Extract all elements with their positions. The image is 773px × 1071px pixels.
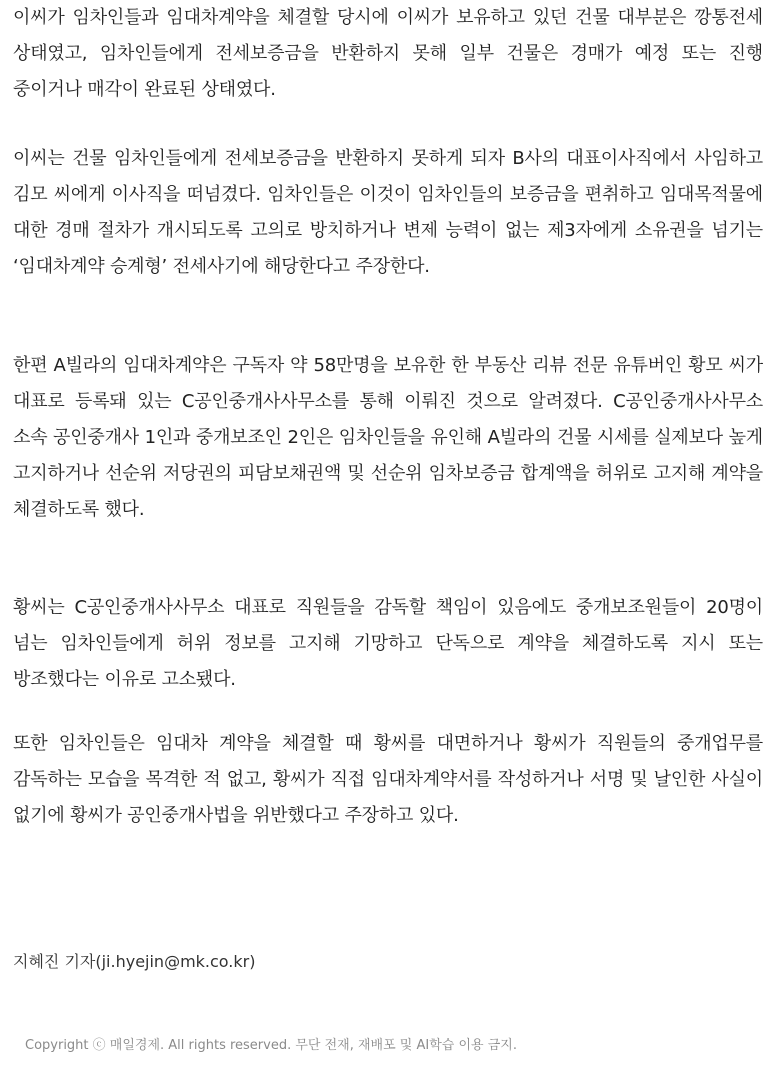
article-paragraph-5: 또한 임차인들은 임대차 계약을 체결할 때 황씨를 대면하거나 황씨가 직원들의 중개업무를 감독하는 모습을 목격한 적 없고, 황씨가 직접 임대차계약서를 작성하거나 서명 및 날인한 사실이 없기에 황씨가 공인중개사법을 위반했다고 주장하고 있다. <box>13 733 763 826</box>
copyright-notice: Copyright ⓒ 매일경제. All rights reserved. 무단 전재, 재배포 및 AI학습 이용 금지. <box>25 1038 517 1053</box>
article-paragraph-2: 이씨는 건물 임차인들에게 전세보증금을 반환하지 못하게 되자 B사의 대표이사직에서 사임하고 김모 씨에게 이사직을 떠넘겼다. 임차인들은 이것이 임차인들의 보증금을 편취하고 임대목적물에 대한 경매 절차가 개시되도록 고의로 방치하거나 변제 능력이 없는 제3자에게 소유권을 넘기는 ‘임대차계약 승계형’ 전세사기에 해당한다고 주장한다. <box>13 148 763 277</box>
article-paragraph-3: 한편 A빌라의 임대차계약은 구독자 약 58만명을 보유한 한 부동산 리뷰 전문 유튜버인 황모 씨가 대표로 등록돼 있는 C공인중개사사무소를 통해 이뤄진 것으로 알려졌다. C공인중개사사무소 소속 공인중개사 1인과 중개보조인 2인은 임차인들을 유인해 A빌라의 건물 시세를 실제보다 높게 고지하거나 선순위 저당권의 피담보채권액 및 선순위 임차보증금 합계액을 허위로 고지해 계약을 체결하도록 했다. <box>13 355 763 520</box>
reporter-byline: 지혜진 기자(ji.hyejin@mk.co.kr) <box>13 952 256 971</box>
article-paragraph-4: 황씨는 C공인중개사사무소 대표로 직원들을 감독할 책임이 있음에도 중개보조원들이 20명이 넘는 임차인들에게 허위 정보를 고지해 기망하고 단독으로 계약을 체결하도록 지시 또는 방조했다는 이유로 고소됐다. <box>13 597 763 690</box>
article-paragraph-1: 이씨가 임차인들과 임대차계약을 체결할 당시에 이씨가 보유하고 있던 건물 대부분은 깡통전세 상태였고, 임차인들에게 전세보증금을 반환하지 못해 일부 건물은 경매가 예정 또는 진행 중이거나 매각이 완료된 상태였다. <box>13 7 763 100</box>
